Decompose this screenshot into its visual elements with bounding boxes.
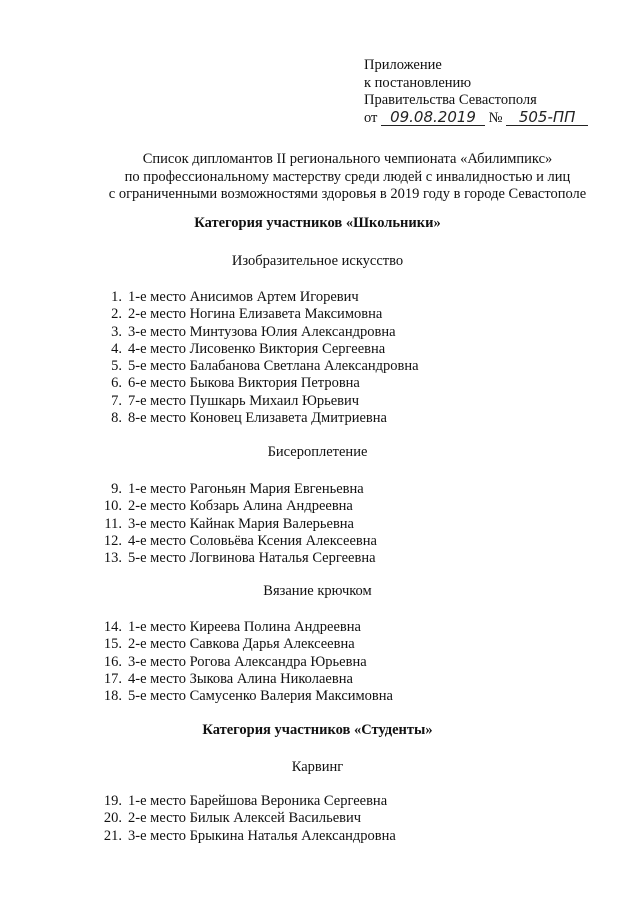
list-item: 19. 1-е место Барейшова Вероника Сергеевна [103,793,388,809]
section-heading-fine-art: Изобразительное искусство [231,253,404,269]
list-item: 18. 5-е место Самусенко Валерия Максимовна [103,688,393,705]
document-title: Список дипломантов II регионального чемпионата «Абилимпикс» по профессиональному мастерству среди людей с инвалидностью и лиц с ограниченными возможностями здоровья в 2019 году в городе Севастополе [108,151,587,202]
category-heading-students: Категория участников «Студенты» [202,722,433,738]
list-item: 7. 7-е место Пушкарь Михаил Юрьевич [111,392,360,409]
list-item: 13. 5-е место Логвинова Наталья Сергеевна [103,550,376,567]
list-item: 21. 3-е место Брыкина Наталья Александровна [103,827,396,844]
list-item: 4. 4-е место Лисовенко Виктория Сергеевна [111,340,386,357]
handwritten-number: 505-ПП [506,110,588,126]
list-item: 11. 3-е место Кайнак Мария Валерьевна [104,515,354,532]
list-item: 8. 8-е место Коновец Елизавета Дмитриевна [111,410,387,427]
list-crochet [100,619,393,705]
section-heading-beadwork: Бисероплетение [267,444,368,460]
list-item: 17. 4-е место Зыкова Алина Николаевна [103,670,353,687]
section-heading-crochet: Вязание крючком [263,583,372,599]
appendix-label: Приложение [364,57,442,73]
list-item: 5. 5-е место Балабанова Светлана Александровна [111,358,419,375]
list-item: 3. 3-е место Минтузова Юлия Александровна [111,323,396,340]
from-label: от [364,109,378,126]
list-item: 14. 1-е место Киреева Полина Андреевна [103,619,361,635]
handwritten-date: 09.08.2019 [381,110,485,126]
list-carving [100,793,396,845]
list-item: 10. 2-е место Кобзарь Алина Андреевна [103,498,353,515]
list-item: 16. 3-е место Рогова Александра Юрьевна [103,653,367,670]
list-item: 9. 1-е место Рагоньян Мария Евгеньевна [111,481,364,497]
appendix-header [364,57,624,127]
list-beadwork [100,481,377,567]
government-label: Правительства Севастополя [364,92,537,108]
list-item: 1. 1-е место Анисимов Артем Игоревич [111,289,359,305]
list-item: 12. 4-е место Соловьёва Ксения Алексеевна [103,532,377,549]
section-heading-carving: Карвинг [291,759,344,775]
list-item: 20. 2-е место Билык Алексей Васильевич [103,810,362,827]
list-item: 15. 2-е место Савкова Дарья Алексеевна [103,636,355,653]
date-number-line [364,107,624,128]
list-item: 6. 6-е место Быкова Виктория Петровна [111,375,360,392]
number-label: № [488,109,503,126]
resolution-label: к постановлению [364,74,472,91]
list-fine-art [100,289,419,427]
category-heading-schoolchildren: Категория участников «Школьники» [194,215,441,231]
list-item: 2. 2-е место Ногина Елизавета Максимовна [111,306,383,323]
